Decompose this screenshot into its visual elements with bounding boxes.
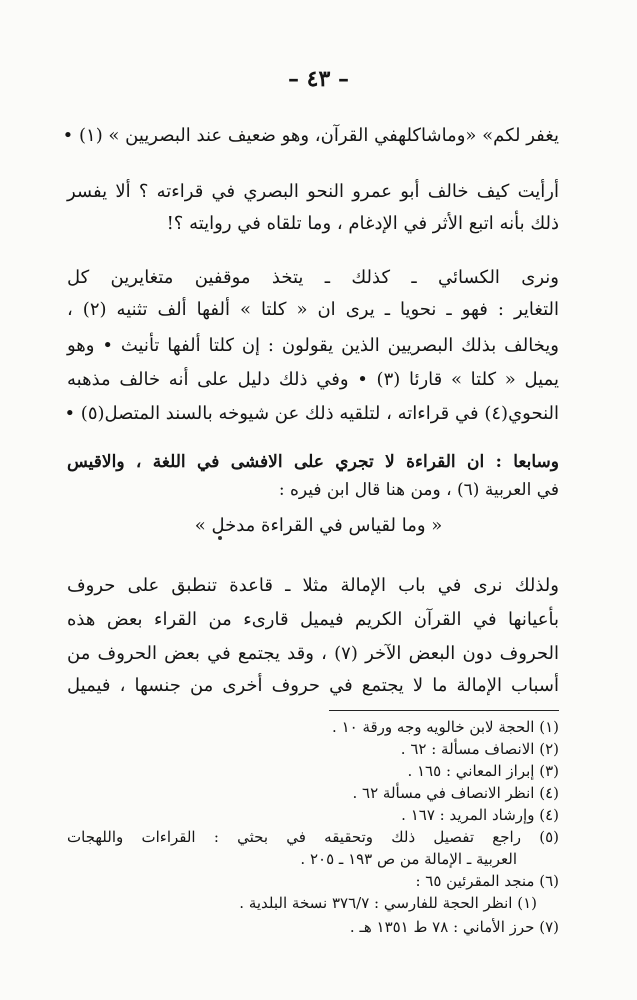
paragraph-line: الحروف دون البعض الآخر (٧) ، وقد يجتمع في بعض الحروف من — [67, 643, 559, 664]
footnote: (٤) وإرشاد المريد : ١٦٧ . — [401, 806, 559, 824]
footnote: (٧) حرز الأماني : ٧٨ ط ١٣٥١ هـ . — [349, 918, 559, 936]
ink-dot — [218, 536, 222, 540]
paragraph-line: ويخالف بذلك البصريين الذين يقولون : إن كلتا ألفها تأنيث • وهو — [67, 335, 559, 356]
paragraph-line: ولذلك نرى في باب الإمالة مثلا ـ قاعدة تنطبق على حروف — [67, 575, 559, 596]
page-number: – ٤٣ – — [288, 66, 349, 92]
paragraph-line: ذلك بأنه اتبع الأثر في الإدغام ، وما تلقاه في روايته ؟! — [166, 213, 559, 234]
footnote: (٣) إبراز المعاني : ١٦٥ . — [407, 762, 559, 780]
paragraph-line: بأعيانها في القرآن الكريم فيميل قارىء من القراء بعض هذه — [67, 609, 559, 630]
footnote: (٤) انظر الانصاف في مسألة ٦٢ . — [352, 784, 559, 802]
paragraph-line: ونرى الكسائي ـ كذلك ـ يتخذ موقفين متغايرين كل — [67, 267, 559, 288]
verse-quote: « وما لقياس في القراءة مدخل » — [194, 515, 443, 536]
paragraph-line: النحوي(٤) في قراءاته ، لتلقيه ذلك عن شيوخه بالسند المتصل(٥) • — [64, 403, 559, 424]
footnote-divider — [329, 710, 559, 711]
footnote: (١) انظر الحجة للفارسي : ٣٧٦/٧ نسخة البلدية . — [239, 894, 537, 912]
paragraph-line: التغاير : فهو ـ نحويا ـ يرى ان « كلتا » ألفها ألف تثنيه (٢) ، — [67, 299, 559, 320]
paragraph-line: أسباب الإمالة ما لا يجتمع في حروف أخرى من جنسها ، فيميل — [67, 675, 559, 696]
paragraph-line: يغفر لكم» «وماشاكلهفي القرآن، وهو ضعيف عند البصريين » (١) • — [62, 125, 559, 146]
footnote: (١) الحجة لابن خالويه وجه ورقة ١٠ . — [332, 718, 559, 736]
paragraph-line: يميل « كلتا » قارئا (٣) • وفي ذلك دليل على أنه خالف مذهبه — [67, 369, 559, 390]
footnote: العربية ـ الإمالة من ص ١٩٣ ـ ٢٠٥ . — [300, 850, 517, 868]
paragraph-line: في العربية (٦) ، ومن هنا قال ابن فيره : — [278, 480, 559, 500]
footnote: (٢) الانصاف مسألة : ٦٢ . — [400, 740, 559, 758]
footnote: (٦) منجد المقرئين ٦٥ : — [415, 872, 559, 890]
footnote: (٥) راجع تفصيل ذلك وتحقيقه في بحثي : القراءات واللهجات — [67, 828, 559, 846]
paragraph-line: أرأيت كيف خالف أبو عمرو النحو البصري في قراءته ؟ ألا يفسر — [67, 181, 559, 202]
paragraph-line: وسابعا : ان القراءة لا تجري على الافشى في اللغة ، والاقيس — [67, 452, 559, 472]
